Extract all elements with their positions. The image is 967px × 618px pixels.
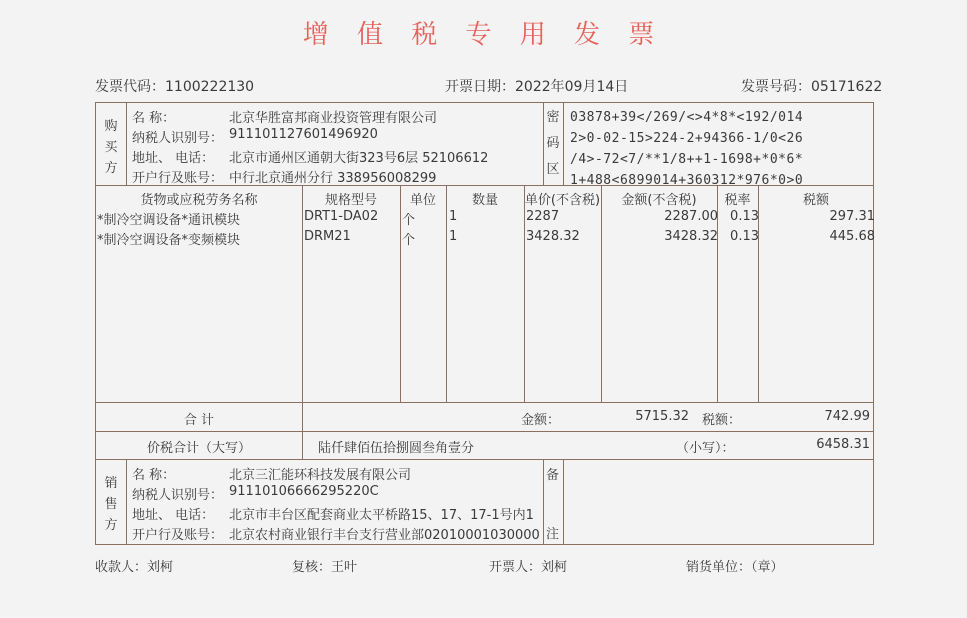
seller-bank: 北京农村商业银行丰台支行营业部02010001030000 — [229, 528, 540, 543]
item-qty: 1 — [449, 229, 458, 244]
invoice-code-value: 1100222130 — [165, 79, 255, 95]
seller-section-label: 销 售 方 — [104, 476, 118, 533]
col-header-unit: 单位 — [409, 193, 436, 208]
reviewer-value: 王叶 — [331, 560, 358, 575]
col-header-qty: 数量 — [471, 193, 498, 208]
item-amount: 3428.32 — [664, 229, 718, 244]
item-unit: 个 — [402, 233, 416, 248]
cipher-line: 03878+39</269/<>4*8*<192/014 — [570, 110, 804, 125]
item-spec: DRT1-DA02 — [304, 209, 379, 224]
col-header-price: 单价(不含税) — [524, 193, 601, 208]
item-rate: 0.13 — [730, 209, 759, 224]
cipher-line: 2>0-02-15>224-2+94366-1/0<26 — [570, 131, 804, 146]
item-name: *制冷空调设备*变频模块 — [97, 233, 241, 248]
reviewer-label: 复核： — [292, 560, 332, 575]
item-name: *制冷空调设备*通讯模块 — [97, 213, 241, 228]
invoice-code — [95, 76, 254, 96]
col-header-spec: 规格型号 — [324, 193, 377, 208]
invoice-code-label: 发票代码： — [95, 79, 165, 95]
item-rate: 0.13 — [730, 229, 759, 244]
col-header-rate: 税率 — [724, 193, 751, 208]
invoice-date-label: 开票日期： — [445, 79, 515, 95]
item-spec: DRM21 — [304, 229, 351, 244]
payee-label: 收款人： — [95, 560, 148, 575]
buyer-address: 北京市通州区通朝大街323号6层 52106612 — [229, 151, 489, 166]
item-tax: 445.68 — [829, 229, 875, 244]
grand-total-words: 陆仟肆佰伍拾捌圆叁角壹分 — [318, 441, 475, 456]
col-header-amount: 金额(不含税) — [621, 193, 697, 208]
totals-tax: 742.99 — [824, 409, 870, 424]
item-qty: 1 — [449, 209, 458, 224]
grand-total-row — [95, 431, 874, 460]
seller-address: 北京市丰台区配套商业太平桥路15、17、17-1号内1 — [229, 508, 534, 523]
buyer-tax-id: 911101127601496920 — [229, 127, 378, 142]
col-header-name: 货物或应税劳务名称 — [140, 193, 258, 208]
invoice-date — [445, 76, 628, 96]
payee-value: 刘柯 — [147, 560, 174, 575]
issuer — [489, 556, 567, 575]
buyer-bank-label: 开户行及账号： — [132, 171, 224, 186]
totals-label: 合 计 — [183, 413, 215, 428]
seller-tax-id: 91110106666295220C — [229, 484, 379, 499]
totals-amount: 5715.32 — [635, 409, 689, 424]
col-header-tax: 税额 — [802, 193, 829, 208]
totals-amount-label: 金额： — [521, 413, 561, 428]
buyer-tax-id-label: 纳税人识别号： — [132, 131, 224, 146]
seller-unit: 销货单位：（章） — [686, 560, 784, 575]
buyer-section-label: 购 买 方 — [104, 119, 118, 176]
reviewer — [292, 556, 357, 575]
seller-bank-label: 开户行及账号： — [132, 528, 224, 543]
invoice-number — [741, 76, 882, 96]
seller-name: 北京三汇能环科技发展有限公司 — [229, 468, 412, 483]
invoice-date-value: 2022年09月14日 — [515, 79, 629, 95]
remarks-label-bottom: 注 — [546, 527, 560, 542]
cipher-line: 1+488<6899014+360312*976*0>0 — [570, 173, 804, 188]
buyer-section — [95, 102, 874, 186]
buyer-name: 北京华胜富邦商业投资管理有限公司 — [229, 111, 438, 126]
items-table — [95, 185, 874, 403]
item-price: 2287 — [526, 209, 560, 224]
issuer-label: 开票人： — [489, 560, 542, 575]
issuer-value: 刘柯 — [541, 560, 568, 575]
item-unit: 个 — [402, 213, 416, 228]
remarks-label-top: 备 — [546, 468, 560, 483]
totals-row — [95, 402, 874, 432]
invoice-number-label: 发票号码： — [741, 79, 811, 95]
item-price: 3428.32 — [526, 229, 580, 244]
buyer-address-label: 地址、 电话： — [132, 151, 215, 166]
payee — [95, 556, 173, 575]
totals-tax-label: 税额： — [702, 413, 742, 428]
cipher-area — [570, 107, 803, 191]
grand-total-small: 6458.31 — [816, 437, 870, 452]
seller-tax-id-label: 纳税人识别号： — [132, 488, 224, 503]
buyer-name-label: 名 称： — [132, 111, 176, 126]
grand-total-label: 价税合计（大写） — [146, 441, 251, 456]
buyer-bank: 中行北京通州分行 338956008299 — [229, 171, 437, 186]
invoice-title: 增 值 税 专 用 发 票 — [302, 20, 665, 50]
grand-total-small-label: （小写）： — [676, 441, 735, 456]
seller-section — [95, 459, 874, 545]
seller-address-label: 地址、 电话： — [132, 508, 215, 523]
cipher-section-label: 密 码 区 — [546, 110, 560, 177]
item-amount: 2287.00 — [664, 209, 718, 224]
invoice-number-value: 05171622 — [811, 79, 883, 95]
item-tax: 297.31 — [829, 209, 875, 224]
cipher-line: /4>-72<7/**1/8++1-1698+*0*6* — [570, 152, 804, 167]
seller-name-label: 名 称： — [132, 468, 176, 483]
